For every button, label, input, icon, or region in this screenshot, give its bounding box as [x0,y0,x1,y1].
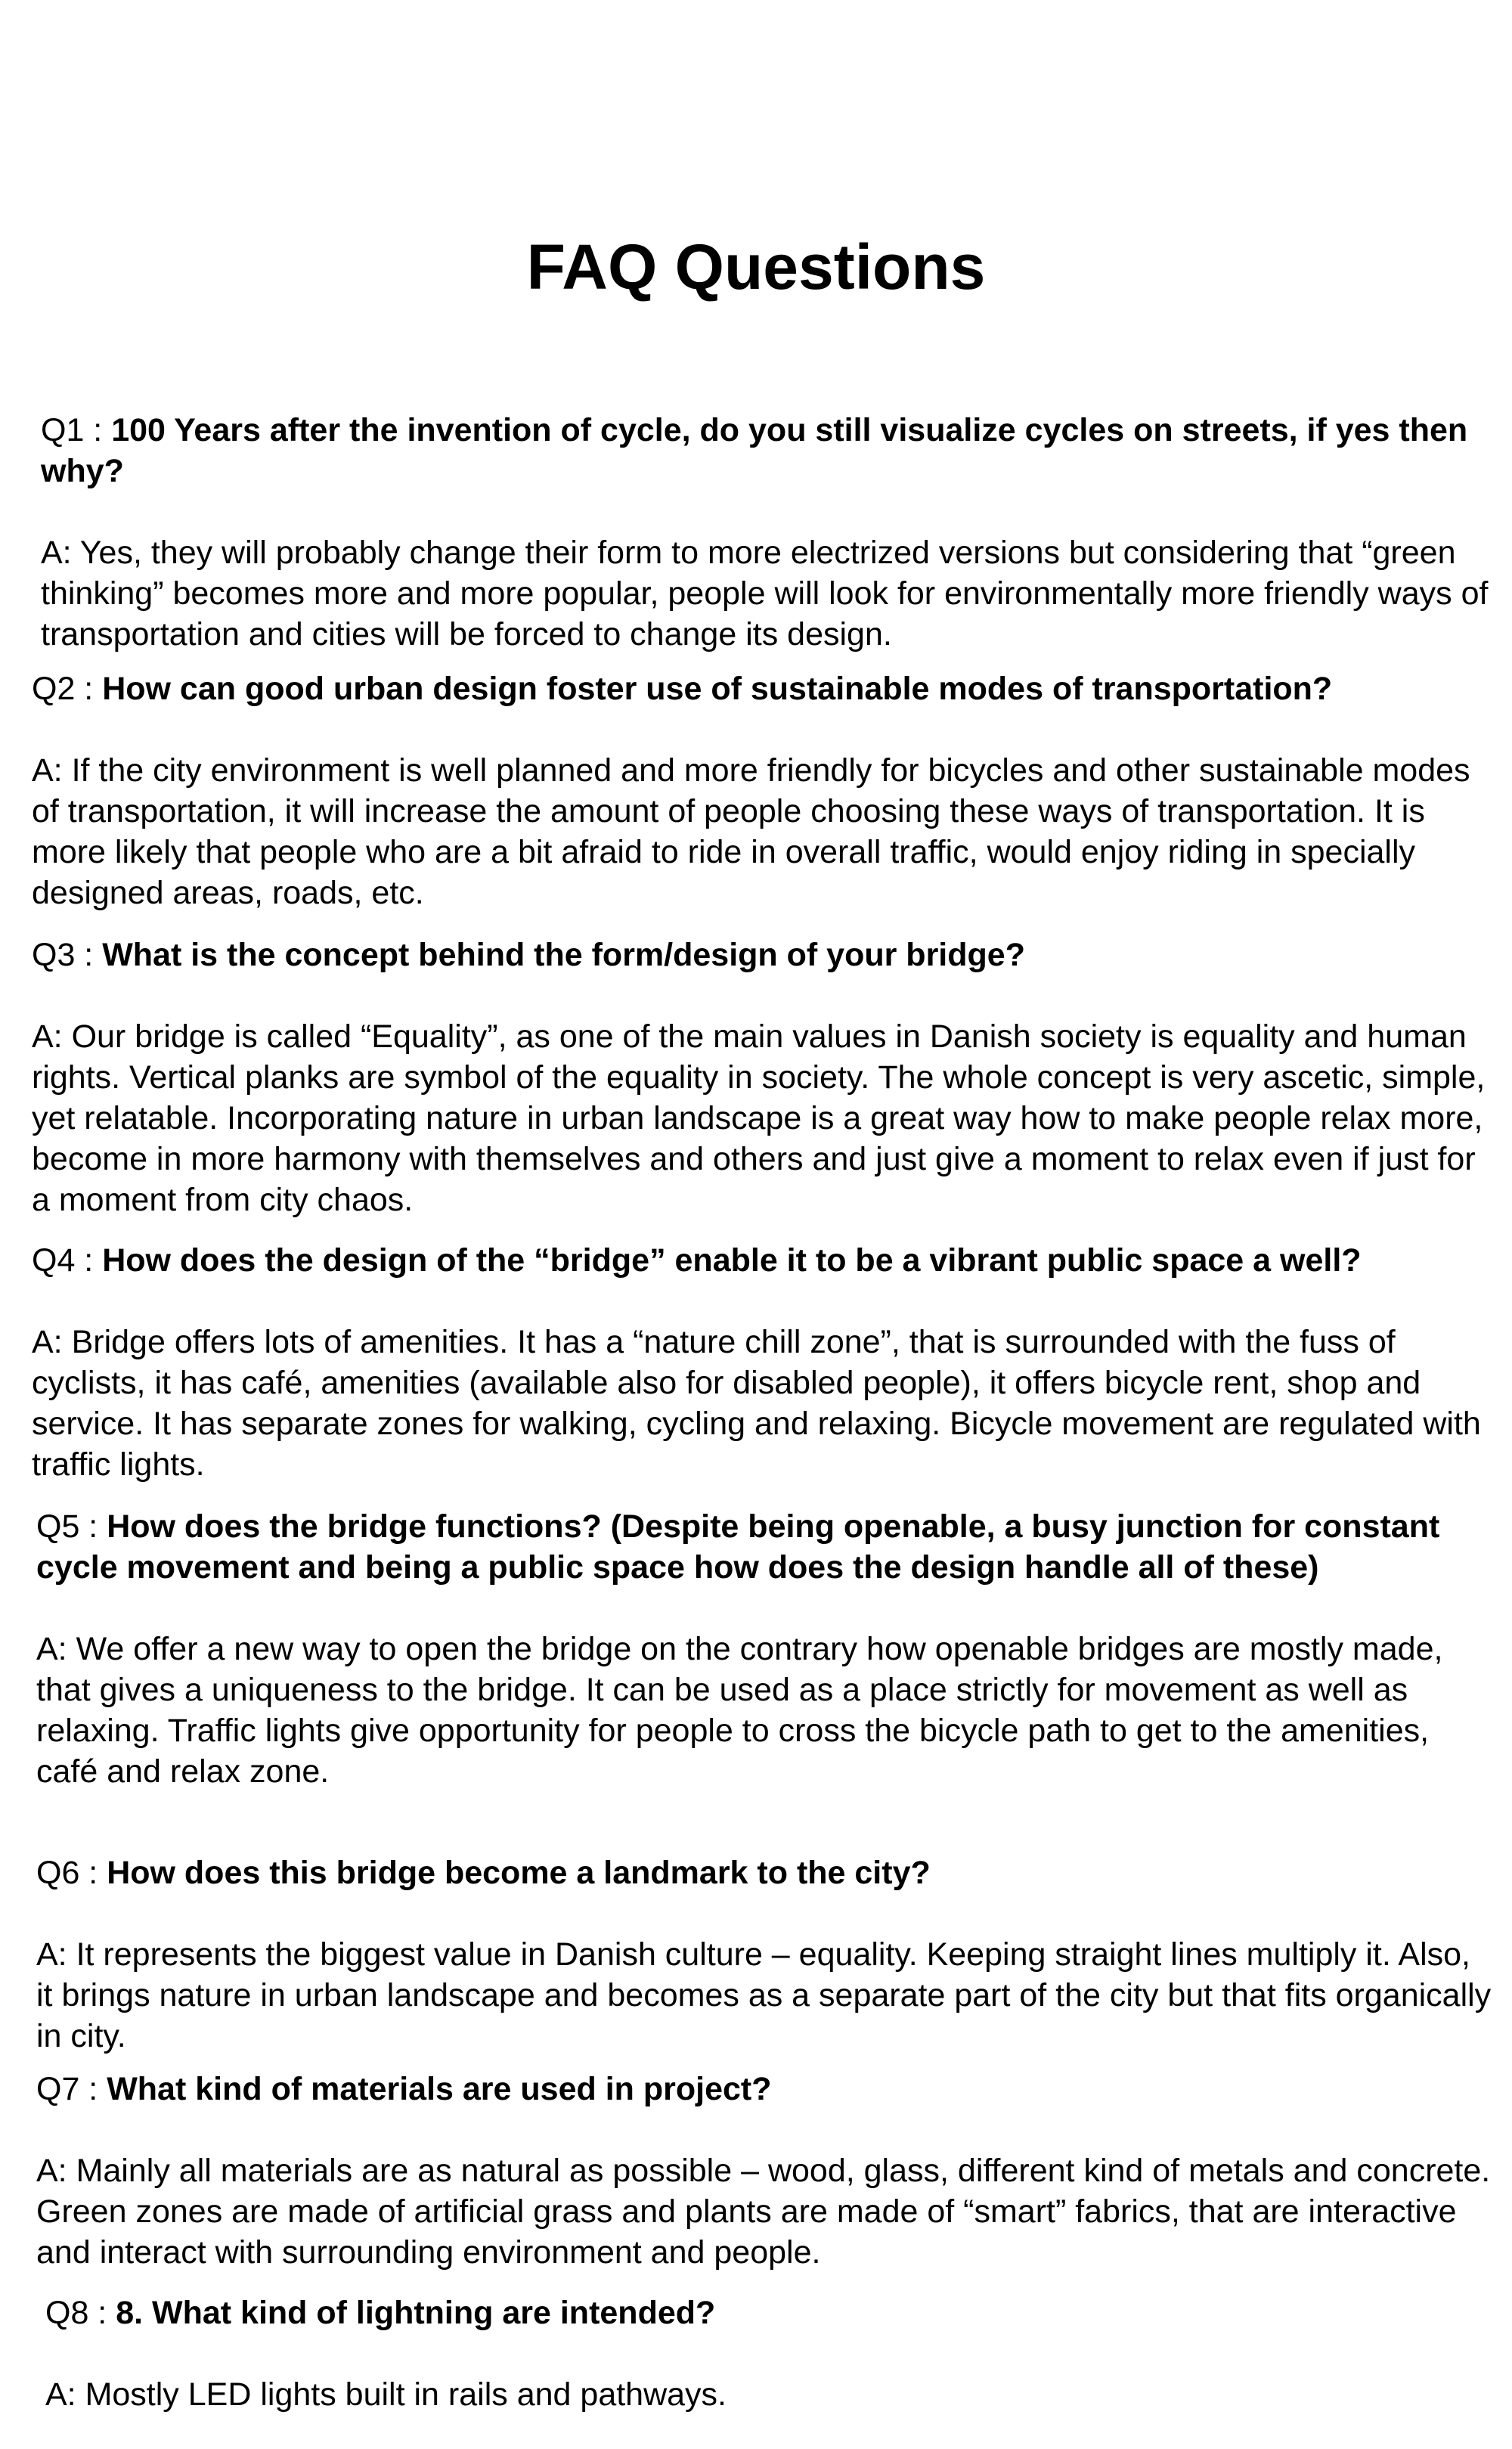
question-label: Q7 : [36,2071,107,2107]
faq-question [32,935,1491,975]
faq-item-1 [41,410,1500,655]
faq-question [36,1506,1495,1588]
faq-question [45,2292,1504,2333]
question-text: How can good urban design foster use of sustainable modes of transportation? [102,671,1333,707]
question-label: Q2 : [32,671,103,707]
faq-item-8 [45,2292,1504,2415]
page-title: FAQ Questions [526,231,986,302]
faq-item-4 [32,1240,1491,1485]
question-text: What kind of materials are used in project? [107,2071,772,2107]
faq-answer: A: If the city environment is well planned and more friendly for bicycles and other sustainable modes of transportation, it will increase the amount of people choosing these ways of transportation. It is more likely that people who are a bit afraid to ride in overall traffic, would enjoy riding in specially designed areas, roads, etc. [32,752,1470,911]
faq-answer: A: Our bridge is called “Equality”, as one of the main values in Danish society is equality and human rights. Vertical planks are symbol of the equality in society. The whole concept is very ascetic, simple, yet relatable. Incorporating nature in urban landscape is a great way how to make people relax more, become in more harmony with themselves and others and just give a moment to relax even if just for a moment from city chaos. [32,1018,1486,1218]
question-label: Q8 : [45,2295,116,2331]
question-text: What is the concept behind the form/design of your bridge? [102,937,1025,973]
faq-item-3 [32,935,1491,1220]
faq-question [36,1852,1495,1893]
question-text: How does this bridge become a landmark to the city? [107,1855,931,1891]
faq-question [36,2069,1495,2110]
faq-item-7 [36,2069,1495,2273]
faq-item-2 [32,668,1491,913]
faq-answer: A: Yes, they will probably change their form to more electrized versions but considering that “green thinking” becomes more and more popular, people will look for environmentally more friendly ways of transportation and cities will be forced to change its design. [41,535,1489,653]
faq-item-6 [36,1852,1495,2057]
faq-item-5 [36,1506,1495,1792]
question-label: Q6 : [36,1855,107,1891]
question-text: How does the design of the “bridge” enable it to be a vibrant public space a well? [102,1242,1362,1279]
question-label: Q4 : [32,1242,103,1279]
question-label: Q5 : [36,1508,107,1545]
faq-question [32,1240,1491,1281]
question-label: Q3 : [32,937,103,973]
faq-answer: A: Mostly LED lights built in rails and pathways. [45,2376,727,2413]
faq-answer: A: Mainly all materials are as natural as possible – wood, glass, different kind of metals and concrete. Green zones are made of artificial grass and plants are made of “smart” fabrics, that are interactive and interact with surrounding environment and people. [36,2153,1491,2271]
faq-question [41,410,1500,491]
faq-question [32,668,1491,709]
faq-answer: A: We offer a new way to open the bridge on the contrary how openable bridges are mostly made, that gives a uniqueness to the bridge. It can be used as a place strictly for movement as well as relaxing. Traffic lights give opportunity for people to cross the bicycle path to get to the amenities, café and relax zone. [36,1631,1443,1790]
question-text: How does the bridge functions? (Despite being openable, a busy junction for constant cycle movement and being a public space how does the design handle all of these) [36,1508,1440,1586]
question-text: 100 Years after the invention of cycle, do you still visualize cycles on streets, if yes then why? [41,412,1468,489]
question-label: Q1 : [41,412,112,448]
faq-answer: A: Bridge offers lots of amenities. It has a “nature chill zone”, that is surrounded with the fuss of cyclists, it has café, amenities (available also for disabled people), it offers bicycle rent, shop and service. It has separate zones for walking, cycling and relaxing. Bicycle movement are regulated with traffic lights. [32,1324,1481,1483]
question-text: 8. What kind of lightning are intended? [116,2295,716,2331]
faq-answer: A: It represents the biggest value in Danish culture – equality. Keeping straight lines multiply it. Also, it brings nature in urban landscape and becomes as a separate part of the city but that fits organically in city. [36,1936,1492,2054]
